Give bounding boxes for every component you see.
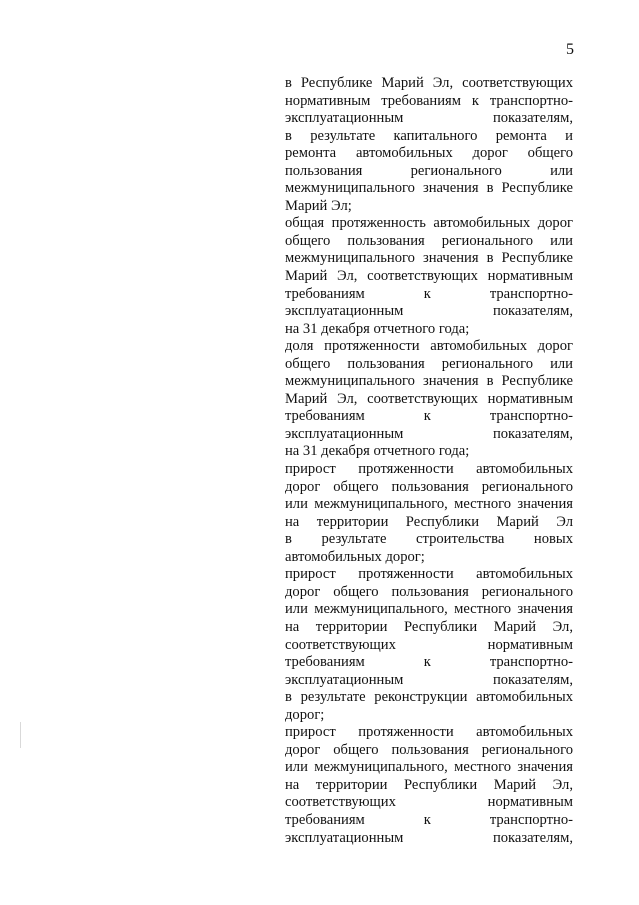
text-line: в результате реконструкции автомобильных <box>285 689 573 706</box>
text-line: на 31 декабря отчетного года; <box>285 320 470 337</box>
text-line: или межмуниципального, местного значения <box>285 759 573 776</box>
text-line: общего пользования регионального или <box>285 355 573 372</box>
text-line: в результате строительства новых <box>285 531 573 548</box>
text-line: на территории Республики Марий Эл <box>285 513 573 530</box>
text-line: на территории Республики Марий Эл, <box>285 776 573 793</box>
text-line: или межмуниципального, местного значения <box>285 601 573 618</box>
text-line: в Республике Марий Эл, соответствующих <box>285 75 573 91</box>
text-line: эксплуатационным показателям, <box>285 425 573 442</box>
text-line: требованиям к транспортно- <box>285 811 573 828</box>
text-line: общая протяженность автомобильных дорог <box>285 215 573 232</box>
text-line: или межмуниципального, местного значения <box>285 496 573 513</box>
text-line: на территории Республики Марий Эл, <box>285 618 573 635</box>
text-line: требованиям к транспортно- <box>285 654 573 671</box>
text-line: соответствующих нормативным <box>285 794 573 811</box>
text-line: дорог; <box>285 706 325 723</box>
text-line: ремонта автомобильных дорог общего <box>285 145 573 162</box>
text-line: общего пользования регионального или <box>285 232 573 249</box>
text-line: межмуниципального значения в Республике <box>285 373 573 390</box>
text-line: пользования регионального или <box>285 162 573 179</box>
text-line: прирост протяженности автомобильных <box>285 461 573 478</box>
text-line: дорог общего пользования регионального <box>285 741 573 758</box>
text-line: дорог общего пользования регионального <box>285 583 573 600</box>
text-line: эксплуатационным показателям, <box>285 303 573 320</box>
text-line: на 31 декабря отчетного года; <box>285 443 470 460</box>
scan-margin-mark <box>20 722 21 748</box>
text-line: межмуниципального значения в Республике <box>285 180 573 197</box>
text-line: в результате капитального ремонта и <box>285 127 573 144</box>
text-line: Марий Эл; <box>285 197 352 214</box>
text-line: доля протяженности автомобильных дорог <box>285 338 573 355</box>
text-line: межмуниципального значения в Республике <box>285 250 573 267</box>
text-line: требованиям к транспортно- <box>285 285 573 302</box>
text-line: нормативным требованиям к транспортно- <box>285 92 573 109</box>
body-text <box>285 75 573 847</box>
text-line: Марий Эл, соответствующих нормативным <box>285 268 573 285</box>
text-line: требованиям к транспортно- <box>285 408 573 425</box>
text-line: автомобильных дорог; <box>285 548 425 565</box>
text-line: эксплуатационным показателям, <box>285 110 573 127</box>
text-line: соответствующих нормативным <box>285 636 573 653</box>
page-number: 5 <box>566 41 574 58</box>
text-line: эксплуатационным показателям, <box>285 829 573 846</box>
text-line: Марий Эл, соответствующих нормативным <box>285 390 573 407</box>
text-line: прирост протяженности автомобильных <box>285 566 573 583</box>
text-line: дорог общего пользования регионального <box>285 478 573 495</box>
text-line: прирост протяженности автомобильных <box>285 724 573 741</box>
text-line: эксплуатационным показателям, <box>285 671 573 688</box>
